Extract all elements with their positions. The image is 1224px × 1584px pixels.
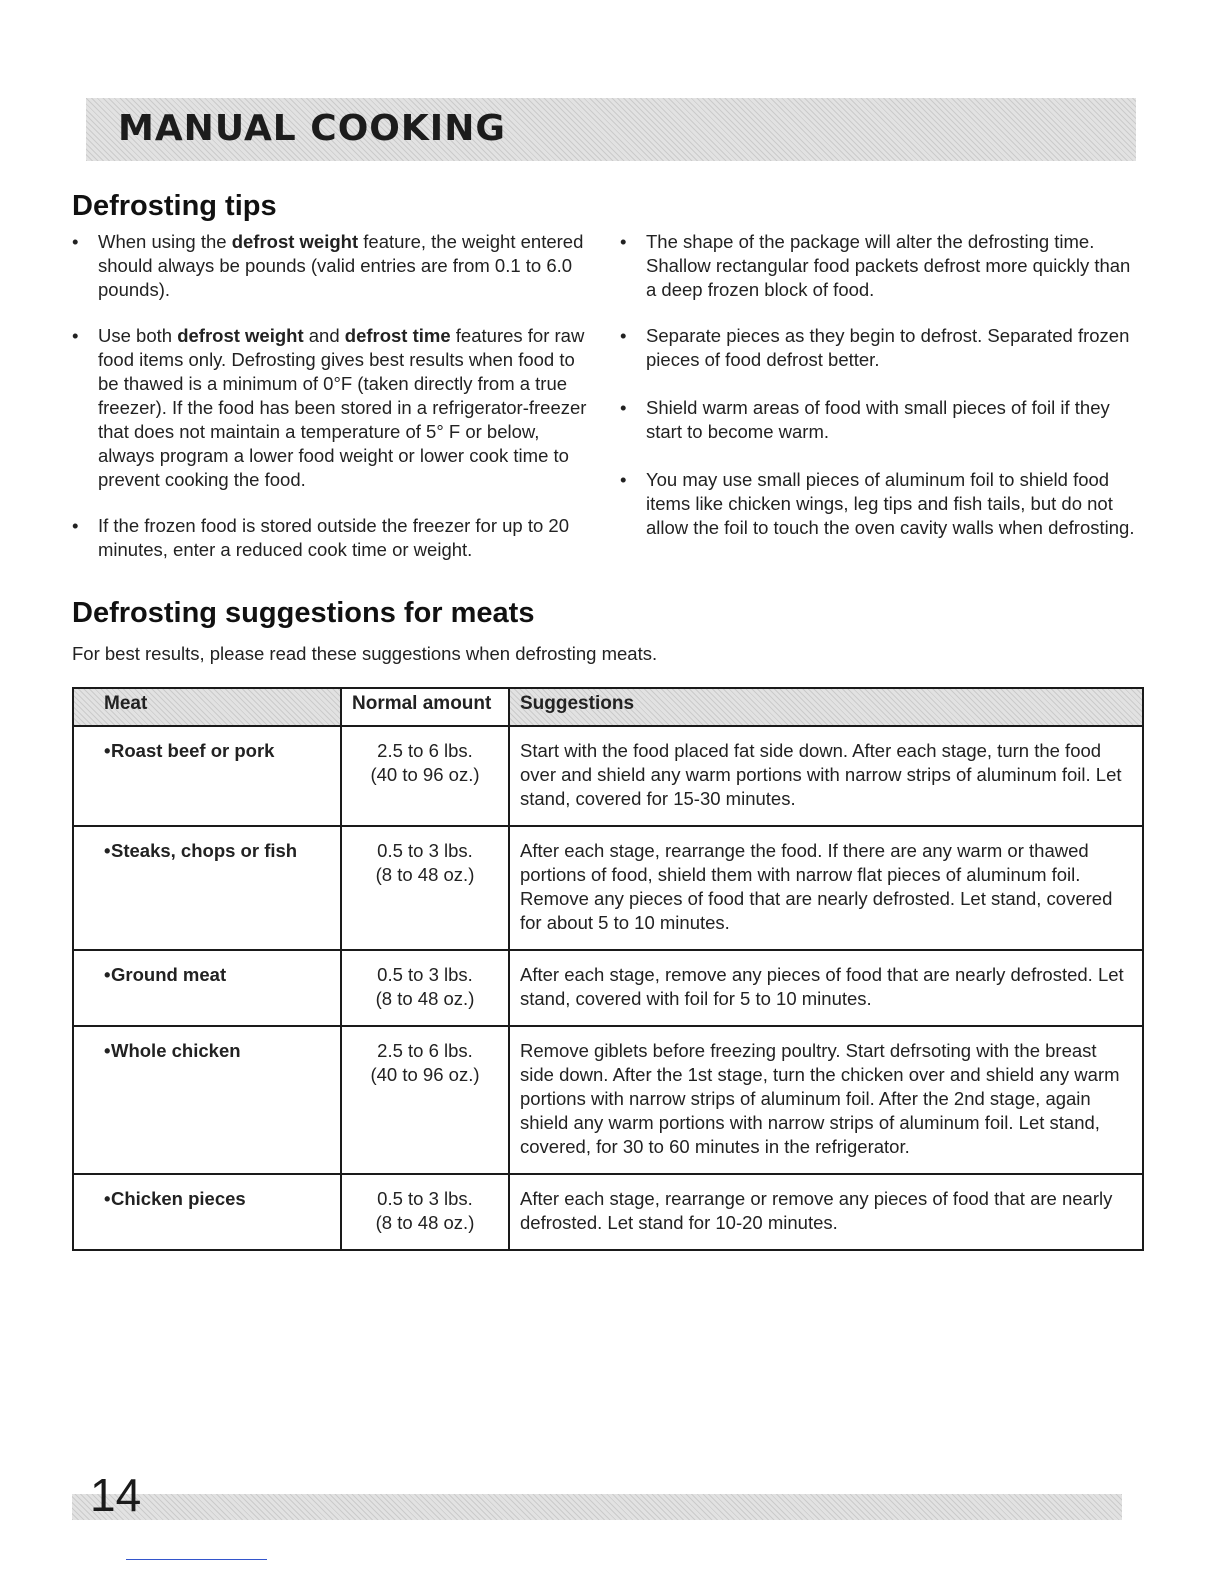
defrost-meats-table [72, 687, 1144, 1251]
meat-cell: • Chicken pieces [73, 1174, 341, 1250]
tip-item: • Separate pieces as they begin to defrost. Separated frozen pieces of food defrost better. [620, 324, 1140, 372]
suggestion-cell: Remove giblets before freezing poultry. Start defrsoting with the breast side down. After the 1st stage, turn the chicken over and shield any warm portions with narrow strips of aluminum foil. After the 2nd stage, again shield any warm portions with narrow strips of aluminum foil. Let stand, covered, for 30 to 60 minutes in the refrigerator. [509, 1026, 1143, 1174]
meat-cell: • Roast beef or pork [73, 726, 341, 826]
section-title: MANUAL COOKING [118, 108, 506, 149]
meat-cell: • Ground meat [73, 950, 341, 1026]
defrosting-tips-heading: Defrosting tips [72, 190, 277, 222]
amount-cell: 0.5 to 3 lbs. (8 to 48 oz.) [341, 826, 509, 950]
column-header-suggestions: Suggestions [509, 688, 1143, 726]
table-row [73, 1026, 1143, 1174]
table-row [73, 826, 1143, 950]
column-header-meat: Meat [73, 688, 341, 726]
tip-item: • Use both defrost weight and defrost time features for raw food items only. Defrosting gives best results when food to be thawed is a minimum of 0°F (taken directly from a true freezer). If the food has been stored in a refrigerator-freezer that does not maintain a temperature of 5° F or below, always program a lower food weight or lower cook time to prevent cooking the food. [72, 324, 592, 492]
bottom-rule [126, 1559, 267, 1560]
amount-cell: 0.5 to 3 lbs. (8 to 48 oz.) [341, 950, 509, 1026]
tip-item: • You may use small pieces of aluminum foil to shield food items like chicken wings, leg tips and fish tails, but do not allow the foil to touch the oven cavity walls when defrosting. [620, 468, 1140, 540]
suggestion-cell: After each stage, rearrange or remove any pieces of food that are nearly defrosted. Let stand for 10-20 minutes. [509, 1174, 1143, 1250]
table-row [73, 1174, 1143, 1250]
suggestion-cell: After each stage, remove any pieces of food that are nearly defrosted. Let stand, covered with foil for 5 to 10 minutes. [509, 950, 1143, 1026]
section-banner [86, 98, 1136, 161]
tips-right-column [620, 230, 1140, 540]
tips-left-column [72, 230, 592, 562]
suggestion-cell: Start with the food placed fat side down. After each stage, turn the food over and shield any warm portions with narrow strips of aluminum foil. Let stand, covered for 15-30 minutes. [509, 726, 1143, 826]
page-number: 14 [90, 1469, 142, 1521]
tip-item: • When using the defrost weight feature, the weight entered should always be pounds (valid entries are from 0.1 to 6.0 pounds). [72, 230, 592, 302]
suggestion-cell: After each stage, rearrange the food. If there are any warm or thawed portions of food, shield them with narrow flat pieces of aluminum foil. Remove any pieces of food that are nearly defrosted. Let stand, covered for about 5 to 10 minutes. [509, 826, 1143, 950]
amount-cell: 2.5 to 6 lbs. (40 to 96 oz.) [341, 726, 509, 826]
meat-cell: • Whole chicken [73, 1026, 341, 1174]
tip-item: • The shape of the package will alter the defrosting time. Shallow rectangular food packets defrost more quickly than a deep frozen block of food. [620, 230, 1140, 302]
suggestions-intro: For best results, please read these suggestions when defrosting meats. [72, 643, 658, 664]
meat-cell: • Steaks, chops or fish [73, 826, 341, 950]
amount-cell: 2.5 to 6 lbs. (40 to 96 oz.) [341, 1026, 509, 1174]
defrosting-suggestions-heading: Defrosting suggestions for meats [72, 597, 535, 629]
table-row [73, 950, 1143, 1026]
tip-item: • If the frozen food is stored outside the freezer for up to 20 minutes, enter a reduced cook time or weight. [72, 514, 592, 562]
footer-bar [72, 1494, 1122, 1520]
table-header-row [73, 688, 1143, 726]
amount-cell: 0.5 to 3 lbs. (8 to 48 oz.) [341, 1174, 509, 1250]
tip-item: • Shield warm areas of food with small pieces of foil if they start to become warm. [620, 396, 1140, 444]
table-row [73, 726, 1143, 826]
column-header-amount: Normal amount [341, 688, 509, 726]
